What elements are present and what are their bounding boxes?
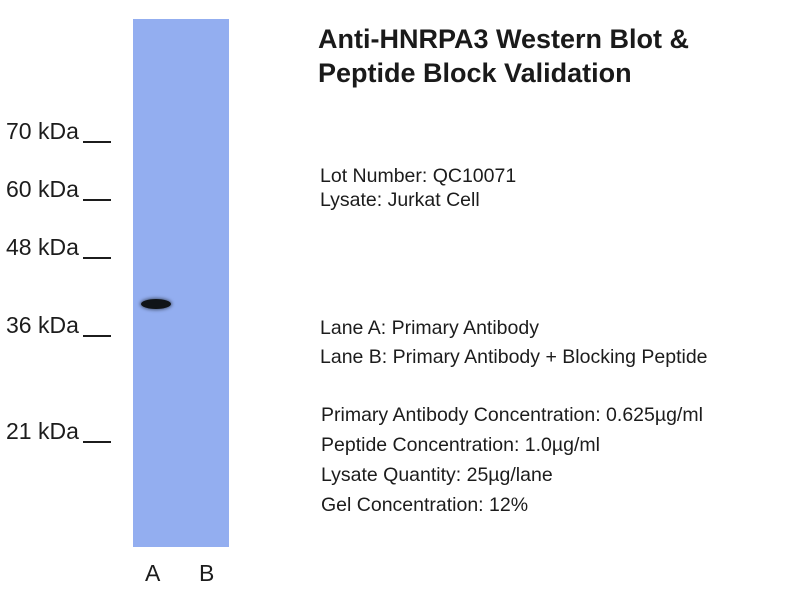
lane-label-a: A <box>145 560 161 586</box>
lot-number: Lot Number: QC10071 <box>320 165 517 187</box>
marker-21kda <box>6 418 111 444</box>
sample-info <box>320 164 516 212</box>
antibody-concentration: Primary Antibody Concentration: 0.625µg/ml <box>321 404 703 426</box>
lane-a-description: Lane A: Primary Antibody <box>320 317 539 339</box>
lysate: Lysate: Jurkat Cell <box>320 189 480 211</box>
marker-label: 21 kDa <box>6 418 79 444</box>
lane-b-description: Lane B: Primary Antibody + Blocking Peptide <box>320 346 708 368</box>
marker-label: 48 kDa <box>6 234 79 260</box>
marker-36kda <box>6 312 111 338</box>
marker-tick <box>83 257 111 259</box>
marker-label: 36 kDa <box>6 312 79 338</box>
marker-label: 60 kDa <box>6 176 79 202</box>
marker-60kda <box>6 176 111 202</box>
gel-concentration: Gel Concentration: 12% <box>321 494 529 516</box>
protein-band-lane-a <box>141 299 171 309</box>
marker-tick <box>83 335 111 337</box>
marker-tick <box>83 199 111 201</box>
lane-label-b: B <box>199 560 215 586</box>
peptide-concentration: Peptide Concentration: 1.0µg/ml <box>321 434 600 456</box>
lane-legend <box>320 314 708 372</box>
marker-48kda <box>6 234 111 260</box>
marker-tick <box>83 141 111 143</box>
experiment-conditions <box>321 400 703 520</box>
marker-tick <box>83 441 111 443</box>
title-line-2: Peptide Block Validation <box>318 58 632 88</box>
figure-title <box>318 22 788 90</box>
blot-membrane <box>133 19 229 547</box>
marker-label: 70 kDa <box>6 118 79 144</box>
lysate-quantity: Lysate Quantity: 25µg/lane <box>321 464 553 486</box>
marker-70kda <box>6 118 111 144</box>
title-line-1: Anti-HNRPA3 Western Blot & <box>318 24 690 54</box>
